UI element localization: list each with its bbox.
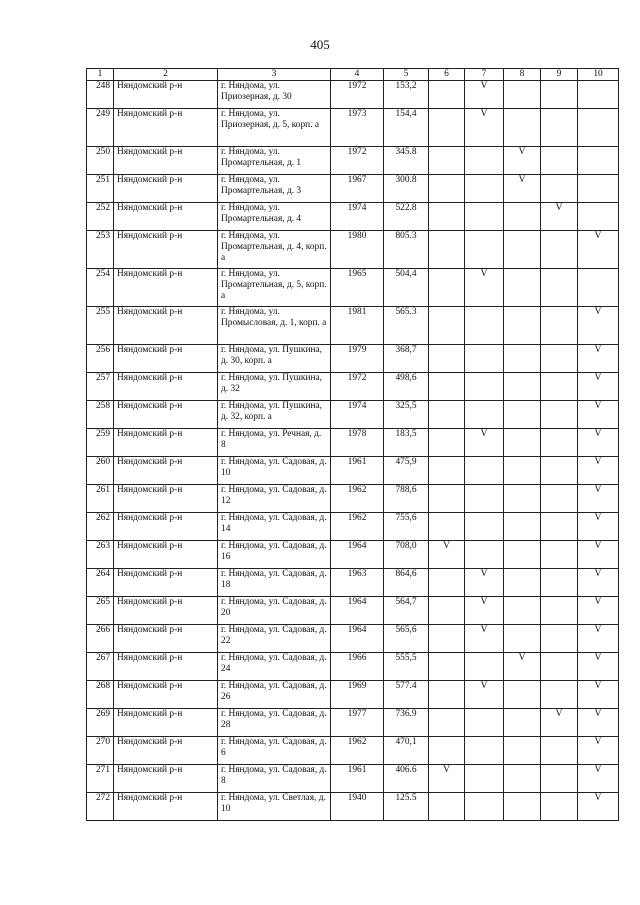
mark-cell-col10: V [578,569,619,597]
area-cell: 125.5 [384,793,429,821]
row-number: 259 [87,429,114,457]
table-row [87,485,619,513]
mark-cell-col10 [578,269,619,307]
mark-cell-col8 [504,457,541,485]
mark-cell-col10: V [578,541,619,569]
mark-cell-col10: V [578,485,619,513]
year-cell: 1972 [331,373,384,401]
year-cell: 1979 [331,345,384,373]
row-number: 268 [87,681,114,709]
mark-cell-col8 [504,307,541,345]
mark-cell-col7 [465,457,504,485]
row-number: 264 [87,569,114,597]
mark-cell-col9 [541,485,578,513]
address-cell: г. Няндома, ул. Садовая, д. 6 [218,737,331,765]
mark-cell-col10: V [578,681,619,709]
mark-cell-col9 [541,457,578,485]
mark-cell-col7 [465,307,504,345]
address-cell: г. Няндома, ул. Пушкина, д. 32 [218,373,331,401]
mark-cell-col7 [465,203,504,231]
mark-cell-col6 [429,231,465,269]
mark-cell-col8 [504,269,541,307]
address-cell: г. Няндома, ул. Садовая, д. 8 [218,765,331,793]
mark-cell-col7: V [465,569,504,597]
mark-cell-col6 [429,81,465,109]
mark-cell-col8 [504,373,541,401]
district-cell: Няндомский р-н [114,109,218,147]
mark-cell-col6 [429,569,465,597]
table-row [87,793,619,821]
mark-cell-col6 [429,109,465,147]
table-row [87,457,619,485]
mark-cell-col6 [429,793,465,821]
mark-cell-col7 [465,485,504,513]
area-cell: 154,4 [384,109,429,147]
column-number: 5 [384,69,429,81]
mark-cell-col10: V [578,231,619,269]
row-number: 254 [87,269,114,307]
year-cell: 1962 [331,485,384,513]
year-cell: 1962 [331,737,384,765]
mark-cell-col7 [465,373,504,401]
address-cell: г. Няндома, ул. Светлая, д. 10 [218,793,331,821]
mark-cell-col7 [465,231,504,269]
column-number: 10 [578,69,619,81]
area-cell: 475,9 [384,457,429,485]
year-cell: 1969 [331,681,384,709]
mark-cell-col8 [504,81,541,109]
year-cell: 1962 [331,513,384,541]
mark-cell-col8 [504,737,541,765]
row-number: 272 [87,793,114,821]
mark-cell-col6 [429,373,465,401]
mark-cell-col10 [578,203,619,231]
mark-cell-col9 [541,429,578,457]
mark-cell-col10: V [578,737,619,765]
year-cell: 1961 [331,457,384,485]
page-number: 405 [310,37,330,52]
table-row [87,231,619,269]
table-row [87,109,619,147]
district-cell: Няндомский р-н [114,147,218,175]
mark-cell-col9 [541,625,578,653]
mark-cell-col9 [541,513,578,541]
mark-cell-col6 [429,203,465,231]
column-number: 1 [87,69,114,81]
area-cell: 564,7 [384,597,429,625]
mark-cell-col7 [465,765,504,793]
column-number: 8 [504,69,541,81]
mark-cell-col7: V [465,597,504,625]
area-cell: 565.3 [384,307,429,345]
district-cell: Няндомский р-н [114,625,218,653]
column-number-row [87,69,619,81]
column-number: 4 [331,69,384,81]
mark-cell-col8 [504,513,541,541]
row-number: 260 [87,457,114,485]
address-cell: г. Няндома, ул. Промысловая, д. 1, корп. а [218,307,331,345]
year-cell: 1972 [331,147,384,175]
mark-cell-col10: V [578,793,619,821]
mark-cell-col6 [429,653,465,681]
mark-cell-col8 [504,429,541,457]
mark-cell-col8: V [504,147,541,175]
mark-cell-col10: V [578,307,619,345]
address-cell: г. Няндома, ул. Речная, д. 8 [218,429,331,457]
mark-cell-col9 [541,373,578,401]
area-cell: 736.9 [384,709,429,737]
mark-cell-col10: V [578,597,619,625]
table-row [87,307,619,345]
row-number: 267 [87,653,114,681]
mark-cell-col9 [541,597,578,625]
table-row [87,345,619,373]
mark-cell-col7 [465,737,504,765]
mark-cell-col6 [429,269,465,307]
address-cell: г. Няндома, ул. Промартельная, д. 5, корп. а [218,269,331,307]
district-cell: Няндомский р-н [114,737,218,765]
area-cell: 368,7 [384,345,429,373]
area-cell: 805.3 [384,231,429,269]
row-number: 261 [87,485,114,513]
table-row [87,709,619,737]
year-cell: 1965 [331,269,384,307]
area-cell: 577.4 [384,681,429,709]
district-cell: Няндомский р-н [114,429,218,457]
mark-cell-col8: V [504,653,541,681]
year-cell: 1940 [331,793,384,821]
mark-cell-col6: V [429,765,465,793]
year-cell: 1972 [331,81,384,109]
mark-cell-col8 [504,231,541,269]
mark-cell-col8 [504,597,541,625]
mark-cell-col10: V [578,625,619,653]
area-cell: 708,0 [384,541,429,569]
district-cell: Няндомский р-н [114,653,218,681]
mark-cell-col10: V [578,653,619,681]
year-cell: 1974 [331,401,384,429]
address-cell: г. Няндома, ул. Приозерная, д. 5, корп. а [218,109,331,147]
district-cell: Няндомский р-н [114,597,218,625]
row-number: 266 [87,625,114,653]
district-cell: Няндомский р-н [114,401,218,429]
table-row [87,175,619,203]
mark-cell-col9 [541,307,578,345]
address-cell: г. Няндома, ул. Промартельная, д. 4 [218,203,331,231]
address-cell: г. Няндома, ул. Садовая, д. 28 [218,709,331,737]
column-number: 7 [465,69,504,81]
mark-cell-col6: V [429,541,465,569]
mark-cell-col9 [541,653,578,681]
row-number: 251 [87,175,114,203]
mark-cell-col9: V [541,709,578,737]
mark-cell-col8 [504,681,541,709]
mark-cell-col6 [429,709,465,737]
mark-cell-col9 [541,231,578,269]
row-number: 263 [87,541,114,569]
area-cell: 864,6 [384,569,429,597]
mark-cell-col10: V [578,429,619,457]
mark-cell-col8 [504,765,541,793]
mark-cell-col8 [504,203,541,231]
mark-cell-col8 [504,401,541,429]
mark-cell-col7: V [465,625,504,653]
district-cell: Няндомский р-н [114,457,218,485]
area-cell: 755,6 [384,513,429,541]
mark-cell-col8 [504,709,541,737]
district-cell: Няндомский р-н [114,681,218,709]
address-cell: г. Няндома, ул. Пушкина, д. 32, корп. а [218,401,331,429]
mark-cell-col9 [541,269,578,307]
mark-cell-col10 [578,109,619,147]
mark-cell-col7 [465,401,504,429]
mark-cell-col9 [541,681,578,709]
table-row [87,203,619,231]
mark-cell-col7: V [465,429,504,457]
area-cell: 300.8 [384,175,429,203]
district-cell: Няндомский р-н [114,541,218,569]
year-cell: 1961 [331,765,384,793]
table-row [87,373,619,401]
year-cell: 1963 [331,569,384,597]
mark-cell-col9 [541,737,578,765]
address-cell: г. Няндома, ул. Пушкина, д. 30, корп. а [218,345,331,373]
table-row [87,737,619,765]
table-row [87,681,619,709]
district-cell: Няндомский р-н [114,485,218,513]
table-row [87,429,619,457]
mark-cell-col10: V [578,401,619,429]
mark-cell-col10 [578,175,619,203]
area-cell: 406.6 [384,765,429,793]
table-row [87,269,619,307]
year-cell: 1966 [331,653,384,681]
row-number: 256 [87,345,114,373]
mark-cell-col9 [541,175,578,203]
mark-cell-col8 [504,485,541,513]
address-cell: г. Няндома, ул. Промартельная, д. 4, корп. а [218,231,331,269]
mark-cell-col7 [465,175,504,203]
mark-cell-col7 [465,709,504,737]
year-cell: 1964 [331,625,384,653]
area-cell: 498,6 [384,373,429,401]
mark-cell-col7 [465,345,504,373]
area-cell: 555,5 [384,653,429,681]
mark-cell-col9 [541,345,578,373]
district-cell: Няндомский р-н [114,793,218,821]
column-number: 9 [541,69,578,81]
mark-cell-col6 [429,597,465,625]
row-number: 252 [87,203,114,231]
column-number: 2 [114,69,218,81]
mark-cell-col10: V [578,373,619,401]
year-cell: 1981 [331,307,384,345]
mark-cell-col10: V [578,709,619,737]
row-number: 271 [87,765,114,793]
area-cell: 788,6 [384,485,429,513]
table-row [87,765,619,793]
row-number: 258 [87,401,114,429]
mark-cell-col6 [429,307,465,345]
mark-cell-col8 [504,793,541,821]
mark-cell-col8 [504,345,541,373]
year-cell: 1973 [331,109,384,147]
district-cell: Няндомский р-н [114,373,218,401]
table-header [87,69,619,81]
mark-cell-col9 [541,401,578,429]
mark-cell-col7: V [465,681,504,709]
mark-cell-col6 [429,147,465,175]
mark-cell-col6 [429,429,465,457]
mark-cell-col8 [504,109,541,147]
year-cell: 1974 [331,203,384,231]
mark-cell-col10: V [578,765,619,793]
row-number: 253 [87,231,114,269]
area-cell: 183,5 [384,429,429,457]
year-cell: 1964 [331,541,384,569]
mark-cell-col6 [429,345,465,373]
table-row [87,513,619,541]
address-cell: г. Няндома, ул. Приозерная, д. 30 [218,81,331,109]
row-number: 250 [87,147,114,175]
year-cell: 1967 [331,175,384,203]
address-cell: г. Няндома, ул. Промартельная, д. 3 [218,175,331,203]
mark-cell-col7 [465,541,504,569]
row-number: 269 [87,709,114,737]
mark-cell-col9 [541,147,578,175]
address-cell: г. Няндома, ул. Садовая, д. 18 [218,569,331,597]
mark-cell-col6 [429,681,465,709]
row-number: 262 [87,513,114,541]
district-cell: Няндомский р-н [114,81,218,109]
mark-cell-col9 [541,793,578,821]
address-cell: г. Няндома, ул. Садовая, д. 10 [218,457,331,485]
area-cell: 470,1 [384,737,429,765]
district-cell: Няндомский р-н [114,269,218,307]
mark-cell-col6 [429,513,465,541]
address-cell: г. Няндома, ул. Садовая, д. 16 [218,541,331,569]
mark-cell-col9 [541,109,578,147]
mark-cell-col9 [541,81,578,109]
mark-cell-col6 [429,457,465,485]
mark-cell-col10 [578,147,619,175]
mark-cell-col10 [578,81,619,109]
mark-cell-col6 [429,485,465,513]
mark-cell-col7 [465,513,504,541]
mark-cell-col7 [465,793,504,821]
row-number: 255 [87,307,114,345]
mark-cell-col7: V [465,269,504,307]
mark-cell-col10: V [578,345,619,373]
table-row [87,625,619,653]
table-row [87,541,619,569]
mark-cell-col8 [504,625,541,653]
mark-cell-col7 [465,147,504,175]
area-cell: 522.8 [384,203,429,231]
district-cell: Няндомский р-н [114,307,218,345]
mark-cell-col8 [504,541,541,569]
column-number: 6 [429,69,465,81]
mark-cell-col6 [429,401,465,429]
address-cell: г. Няндома, ул. Садовая, д. 22 [218,625,331,653]
mark-cell-col10: V [578,457,619,485]
district-cell: Няндомский р-н [114,709,218,737]
mark-cell-col7: V [465,109,504,147]
address-cell: г. Няндома, ул. Промартельная, д. 1 [218,147,331,175]
year-cell: 1977 [331,709,384,737]
row-number: 257 [87,373,114,401]
row-number: 265 [87,597,114,625]
table-row [87,597,619,625]
row-number: 249 [87,109,114,147]
mark-cell-col9 [541,765,578,793]
area-cell: 153,2 [384,81,429,109]
district-cell: Няндомский р-н [114,203,218,231]
table-row [87,569,619,597]
row-number: 270 [87,737,114,765]
mark-cell-col8: V [504,175,541,203]
column-number: 3 [218,69,331,81]
year-cell: 1978 [331,429,384,457]
mark-cell-col6 [429,175,465,203]
district-cell: Няндомский р-н [114,569,218,597]
district-cell: Няндомский р-н [114,345,218,373]
area-cell: 504,4 [384,269,429,307]
row-number: 248 [87,81,114,109]
address-cell: г. Няндома, ул. Садовая, д. 24 [218,653,331,681]
district-cell: Няндомский р-н [114,513,218,541]
address-cell: г. Няндома, ул. Садовая, д. 26 [218,681,331,709]
mark-cell-col9: V [541,203,578,231]
area-cell: 325,5 [384,401,429,429]
mark-cell-col6 [429,625,465,653]
address-cell: г. Няндома, ул. Садовая, д. 20 [218,597,331,625]
area-cell: 345.8 [384,147,429,175]
table-body [87,81,619,821]
year-cell: 1964 [331,597,384,625]
district-cell: Няндомский р-н [114,765,218,793]
table-row [87,401,619,429]
address-cell: г. Няндома, ул. Садовая, д. 14 [218,513,331,541]
table-row [87,81,619,109]
mark-cell-col7 [465,653,504,681]
mark-cell-col8 [504,569,541,597]
mark-cell-col10: V [578,513,619,541]
mark-cell-col9 [541,569,578,597]
address-cell: г. Няндома, ул. Садовая, д. 12 [218,485,331,513]
table-row [87,653,619,681]
table-row [87,147,619,175]
year-cell: 1980 [331,231,384,269]
district-cell: Няндомский р-н [114,231,218,269]
register-table [86,68,619,821]
mark-cell-col9 [541,541,578,569]
district-cell: Няндомский р-н [114,175,218,203]
area-cell: 565,6 [384,625,429,653]
mark-cell-col7: V [465,81,504,109]
mark-cell-col6 [429,737,465,765]
